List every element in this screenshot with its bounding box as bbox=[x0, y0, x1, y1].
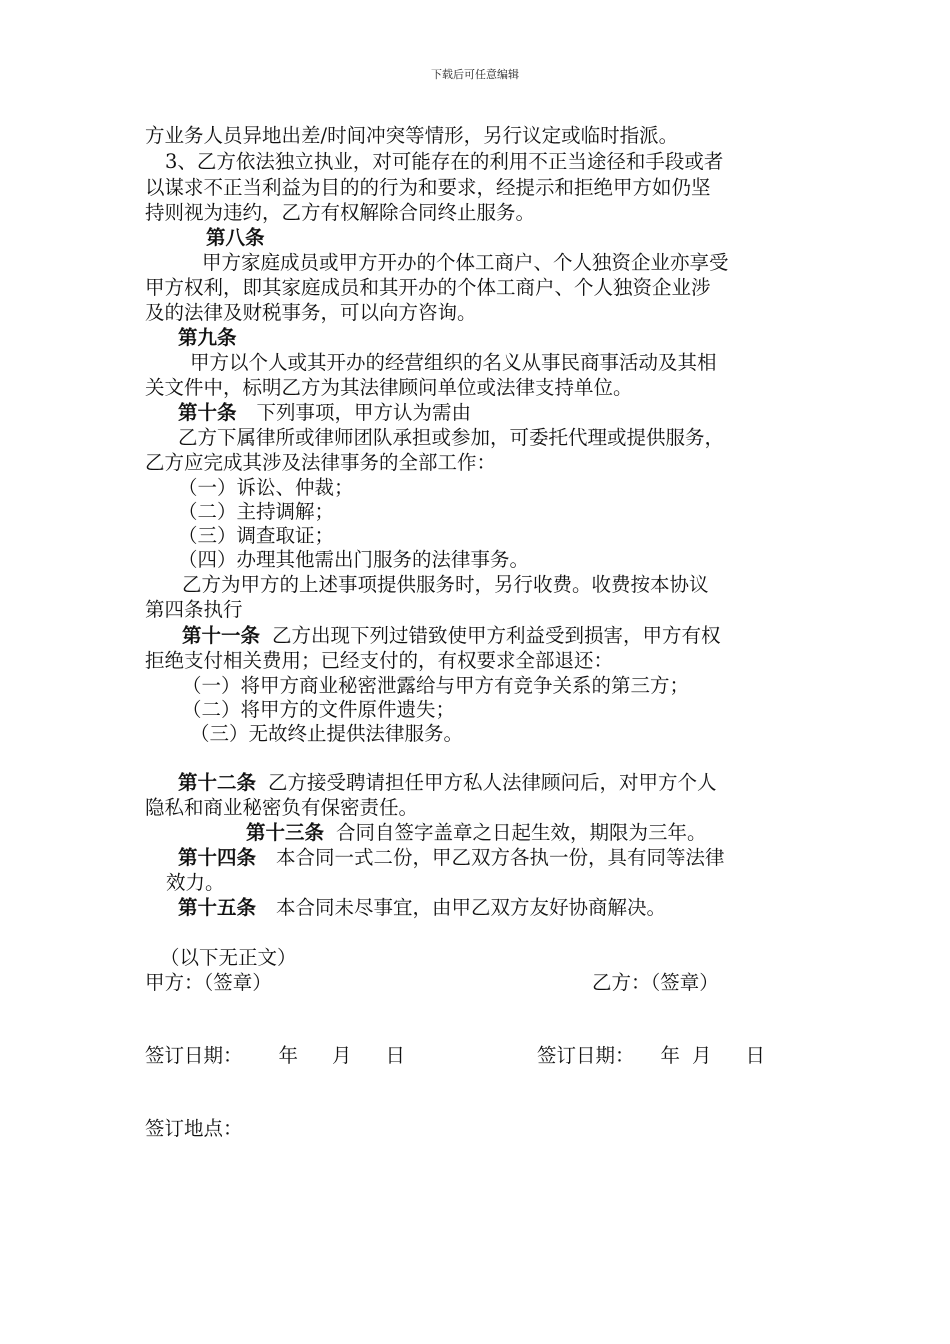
text-line: 3、乙方依法独立执业，对可能存在的利用不正当途径和手段或者 bbox=[165, 150, 724, 173]
article-10-title: 第十条 bbox=[178, 401, 237, 424]
list-item: （二）将甲方的文件原件遗失； bbox=[182, 698, 456, 721]
party-a-signature: 甲方：（签章） bbox=[145, 971, 272, 994]
article-13-lead: 合同自签字盖章之日起生效，期限为三年。 bbox=[336, 821, 707, 844]
article-15-title: 第十五条 bbox=[178, 896, 257, 919]
party-b-sign-date: 签订日期： 年 月 日 bbox=[537, 1044, 766, 1067]
party-a-sign-date: 签订日期： 年 月 日 bbox=[145, 1044, 406, 1067]
article-8-text: 甲方家庭成员或甲方开办的个体工商户、个人独资企业亦享受 bbox=[202, 251, 729, 274]
article-15-lead: 本合同未尽事宜，由甲乙双方友好协商解决。 bbox=[276, 896, 667, 919]
signing-place: 签订地点： bbox=[145, 1117, 243, 1140]
article-14-title: 第十四条 bbox=[178, 846, 257, 869]
text-line: 以谋求不正当利益为目的的行为和要求，经提示和拒绝甲方如仍坚 bbox=[145, 176, 711, 199]
list-item: （四）办理其他需出门服务的法律事务。 bbox=[178, 548, 530, 571]
list-item: （一）将甲方商业秘密泄露给与甲方有竞争关系的第三方； bbox=[182, 674, 690, 697]
article-13-heading bbox=[246, 821, 707, 845]
list-item: （三）调查取证； bbox=[178, 524, 335, 547]
article-12-title: 第十二条 bbox=[178, 771, 257, 794]
closing-note: （以下无正文） bbox=[160, 946, 297, 969]
article-8-text: 甲方权利，即其家庭成员和其开办的个体工商户、个人独资企业涉 bbox=[145, 276, 711, 299]
article-13-title: 第十三条 bbox=[246, 821, 325, 844]
article-10-text: 乙方下属律所或律师团队承担或参加，可委托代理或提供服务， bbox=[178, 426, 725, 449]
list-item: （三）无故终止提供法律服务。 bbox=[190, 722, 464, 745]
article-12-heading bbox=[178, 771, 717, 795]
article-10-text: 第四条执行 bbox=[145, 598, 243, 621]
article-11-text: 拒绝支付相关费用；已经支付的，有权要求全部退还： bbox=[145, 649, 614, 672]
article-10-lead: 下列事项，甲方认为需由 bbox=[256, 401, 472, 424]
article-10-text: 乙方为甲方的上述事项提供服务时，另行收费。收费按本协议 bbox=[182, 573, 709, 596]
text-line: 持则视为违约，乙方有权解除合同终止服务。 bbox=[145, 201, 536, 224]
article-8-text: 及的法律及财税事务，可以向方咨询。 bbox=[145, 301, 477, 324]
list-item: （一）诉讼、仲裁； bbox=[178, 476, 354, 499]
article-14-heading bbox=[178, 846, 725, 870]
article-14-text: 效力。 bbox=[166, 871, 225, 894]
article-12-lead: 乙方接受聘请担任甲方私人法律顾问后，对甲方个人 bbox=[268, 771, 717, 794]
article-9-title: 第九条 bbox=[178, 326, 237, 349]
article-8-title: 第八条 bbox=[206, 226, 265, 249]
article-10-text: 乙方应完成其涉及法律事务的全部工作： bbox=[145, 451, 497, 474]
article-11-heading bbox=[182, 624, 721, 648]
article-9-text: 关文件中，标明乙方为其法律顾问单位或法律支持单位。 bbox=[145, 376, 633, 399]
party-b-signature: 乙方：（签章） bbox=[592, 971, 719, 994]
article-15-heading bbox=[178, 896, 666, 920]
text-line: 方业务人员异地出差/时间冲突等情形，另行议定或临时指派。 bbox=[145, 124, 679, 147]
article-12-text: 隐私和商业秘密负有保密责任。 bbox=[145, 796, 419, 819]
article-14-lead: 本合同一式二份，甲乙双方各执一份，具有同等法律 bbox=[276, 846, 725, 869]
list-item: （二）主持调解； bbox=[178, 500, 335, 523]
article-11-title: 第十一条 bbox=[182, 624, 261, 647]
article-9-text: 甲方以个人或其开办的经营组织的名义从事民商事活动及其相 bbox=[190, 351, 717, 374]
article-10-heading bbox=[178, 401, 471, 425]
article-11-lead: 乙方出现下列过错致使甲方利益受到损害，甲方有权 bbox=[272, 624, 721, 647]
page-header: 下载后可任意编辑 bbox=[431, 68, 519, 81]
